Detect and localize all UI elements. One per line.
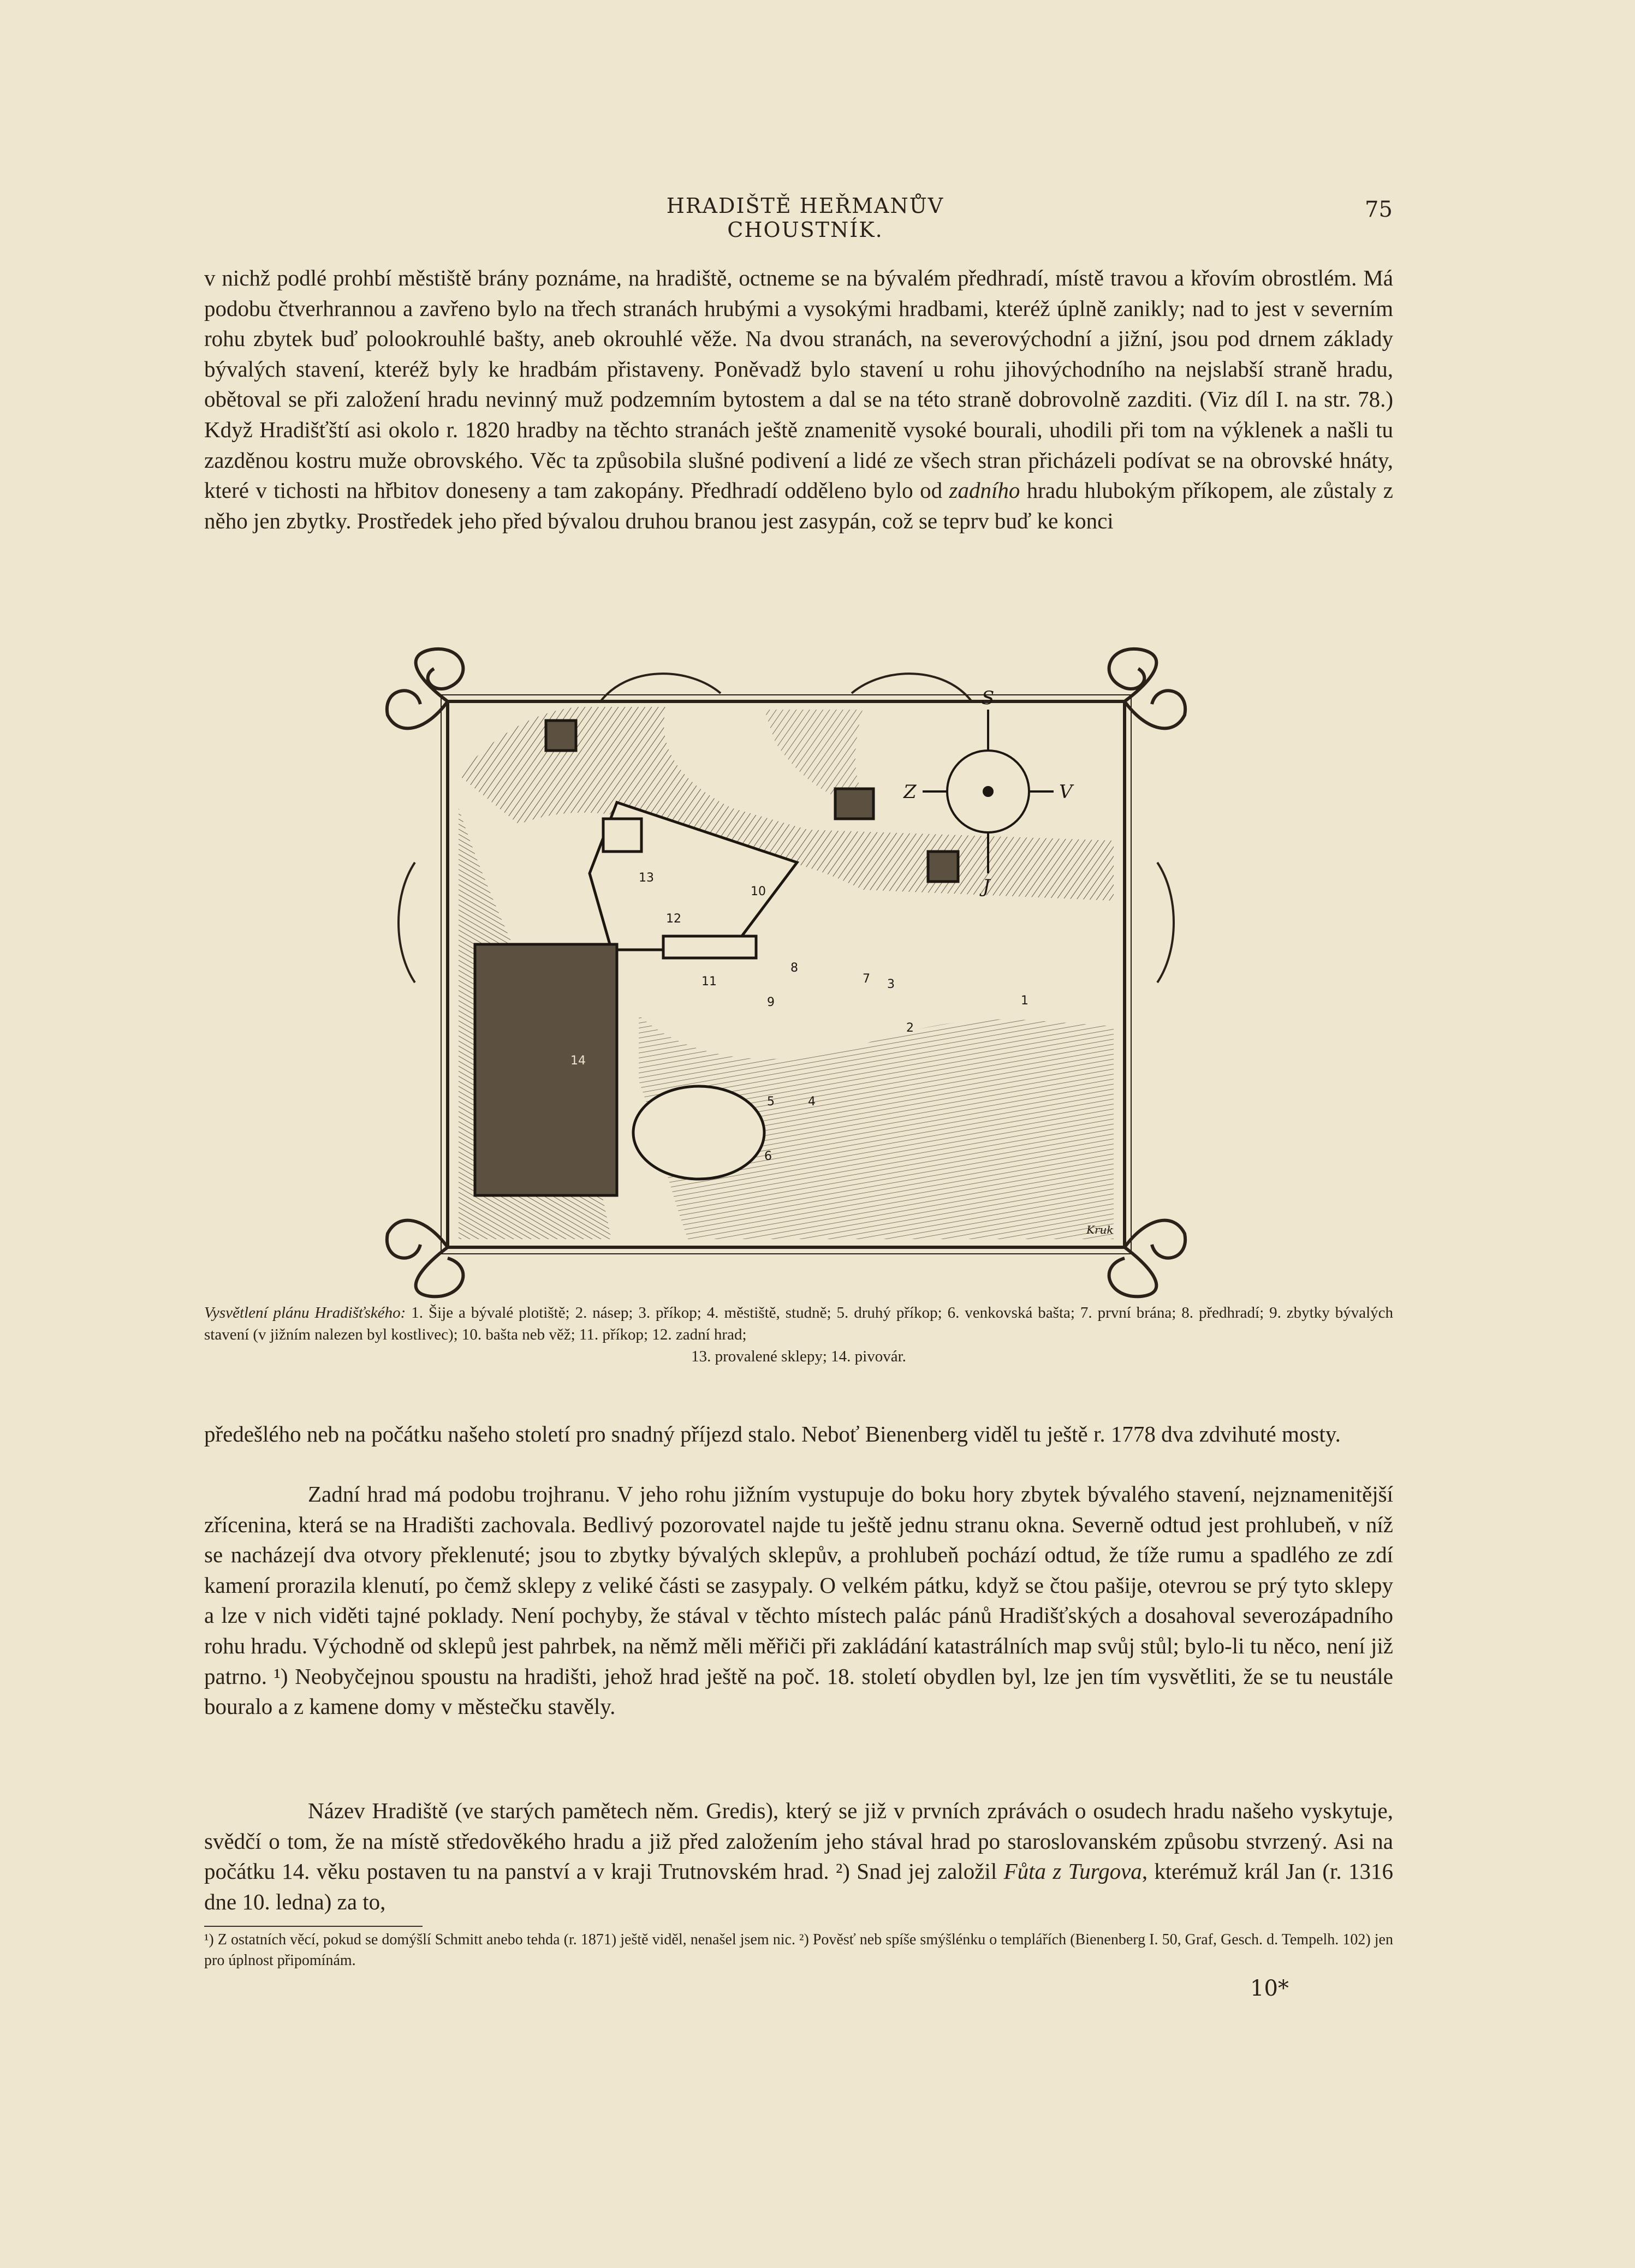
para-c-italic: Fůta z Turgova bbox=[1003, 1859, 1142, 1884]
compass-east: V bbox=[1059, 781, 1073, 803]
running-title: HRADIŠTĚ HEŘMANŮV CHOUSTNÍK. bbox=[666, 194, 944, 242]
plan-label-3: 3 bbox=[887, 978, 895, 991]
compass-south: J bbox=[983, 876, 990, 897]
page-header bbox=[0, 194, 1635, 242]
plan-label-5: 5 bbox=[767, 1095, 775, 1109]
plan-label-9: 9 bbox=[767, 996, 775, 1009]
plan-label-14: 14 bbox=[570, 1054, 586, 1068]
plan-label-7: 7 bbox=[863, 972, 870, 986]
footnote-1: ¹) Z ostatních věcí, pokud se domýšlí Schmitt anebo tehda (r. 1871) ještě viděl, nenašel jsem nic. bbox=[204, 1931, 795, 1948]
paragraph-top bbox=[204, 263, 1393, 536]
plan-label-2: 2 bbox=[906, 1021, 914, 1035]
castle-plan-illustration bbox=[382, 644, 1190, 1299]
para-top-end: hradu hlubokým příkopem, ale zůstaly z něho jen zbytky. Prostředek jeho před bývalou druhou branou jest zasypán, což se teprv buď ke konci bbox=[204, 478, 1393, 533]
engraver-signature: Kruk bbox=[1086, 1223, 1114, 1236]
figure-caption bbox=[204, 1302, 1393, 1367]
compass-north: S bbox=[982, 687, 995, 709]
caption-last-line: 13. provalené sklepy; 14. pivovár. bbox=[691, 1348, 906, 1365]
paragraph-c bbox=[204, 1796, 1393, 1917]
signature-mark: 10* bbox=[1250, 1976, 1289, 2001]
footnote-rule bbox=[204, 1926, 423, 1927]
plan-label-13: 13 bbox=[639, 871, 654, 885]
para-c-start: Název Hradiště (ve starých pamětech něm. Gredis), který se již v prvních zprávách o osudech hradu našeho vyskytuje, svědčí o tom, že na místě středověkého hradu a již před založením jeho stával hrad po staroslovanském způsobu stvrzený. Asi na počátku 14. věku postaven tu na panství a v kraji Trutnovském hrad. ²) Snad jej založil bbox=[204, 1798, 1393, 1884]
plan-label-4: 4 bbox=[808, 1095, 816, 1109]
compass-west: Z bbox=[903, 781, 917, 803]
plan-label-8: 8 bbox=[790, 961, 798, 975]
plan-label-1: 1 bbox=[1021, 994, 1028, 1008]
caption-label: Vysvětlení plánu Hradišťského: bbox=[204, 1304, 406, 1321]
para-top-italic: zadního bbox=[949, 478, 1020, 503]
plan-label-6: 6 bbox=[764, 1150, 772, 1163]
caption-text: 1. Šije a bývalé plotiště; 2. násep; 3. příkop; 4. městiště, studně; 5. druhý příkop; 6. venkovská bašta; 7. první brána; 8. předhradí; 9. zbytky bývalých stavení (v jižním nalezen byl kostlivec); 10. bašta neb věž; 11. příkop; 12. zadní hrad; bbox=[204, 1304, 1394, 1343]
plan-label-12: 12 bbox=[666, 912, 681, 926]
paragraph-b: Zadní hrad má podobu trojhranu. V jeho rohu jižním vystupuje do boku hory zbytek bývalého stavení, nejznamenitější zřícenina, která se na Hradišti zachovala. Bedlivý pozorovatel najde tu ještě jednu stranu okna. Severně odtud jest prohlubeň, v níž se nacházejí dva otvory překlenuté; jsou to zbytky bývalých sklepův, a prohlubeň pochází odtud, že tíže rumu a spadlého ze zdí kamení prorazila klenutí, po čemž sklepy z veliké části se zasypaly. O velkém pátku, když se čtou pašije, otevrou se prý tyto sklepy a lze v nich viděti tajné poklady. Není pochyby, že stával v těchto místech palác pánů Hradišťských a dosahoval severozápadního rohu hradu. Východně od sklepů jest pahrbek, na němž měli měřiči při zakládání katastrálních map svůj stůl; bylo-li tu něco, není již patrno. ¹) Neobyčejnou spoustu na hradišti, jehož hrad ještě na poč. 18. století obydlen byl, lze jen tím vysvětliti, že se tu neustále bouralo a z kamene domy v městečku stavěly. bbox=[204, 1481, 1393, 1719]
plan-label-11: 11 bbox=[701, 975, 717, 989]
footnotes bbox=[204, 1930, 1393, 1971]
para-c-end: , kterémuž král Jan (r. 1316 dne 10. ledna) za to, bbox=[204, 1859, 1393, 1914]
plan-label-10: 10 bbox=[751, 885, 766, 898]
page-number: 75 bbox=[1365, 197, 1393, 222]
paragraph-a: předešlého neb na počátku našeho století pro snadný příjezd stalo. Neboť Bienenberg viděl tu ještě r. 1778 dva zdvihuté mosty. bbox=[204, 1421, 1341, 1446]
para-top-text: v nichž podlé prohbí městiště brány poznáme, na hradiště, octneme se na bývalém předhradí, místě travou a křovím obrostlém. Má podobu čtverhrannou a zavřeno bylo na třech stranách hrubými a vysokými hradbami, kteréž úplně zanikly; nad to jest v severním rohu zbytek buď polookrouhlé bašty, aneb okrouhlé věže. Na dvou stranách, na severovýchodní a jižní, jsou pod drnem základy bývalých stavení, kteréž byly ke hradbám přistaveny. Poněvadž bylo stavení u rohu jihovýchodního na nejslabší straně hradu, obětoval se při založení hradu nevinný muž podzemním bytostem a dal se na této straně dobrovolně zazditi. (Viz díl I. na str. 78.) Když Hradišťští asi okolo r. 1820 hradby na těchto stranách ještě znamenitě vysoké bourali, uhodili při tom na výklenek a našli tu zazděnou kostru muže obrovského. Věc ta způsobila slušné podivení a lidé ze všech stran přicházeli podívat se na obrovské hnáty, které v tichosti na hřbitov doneseny a tam zakopány. Předhradí odděleno bylo od bbox=[204, 265, 1393, 503]
footnote-2: ²) Pověsť neb spíše smýšlénku o templářích (Bienenberg I. 50, Graf, Gesch. d. Tempelh. 102) jen pro úplnost připomínám. bbox=[204, 1931, 1393, 1969]
